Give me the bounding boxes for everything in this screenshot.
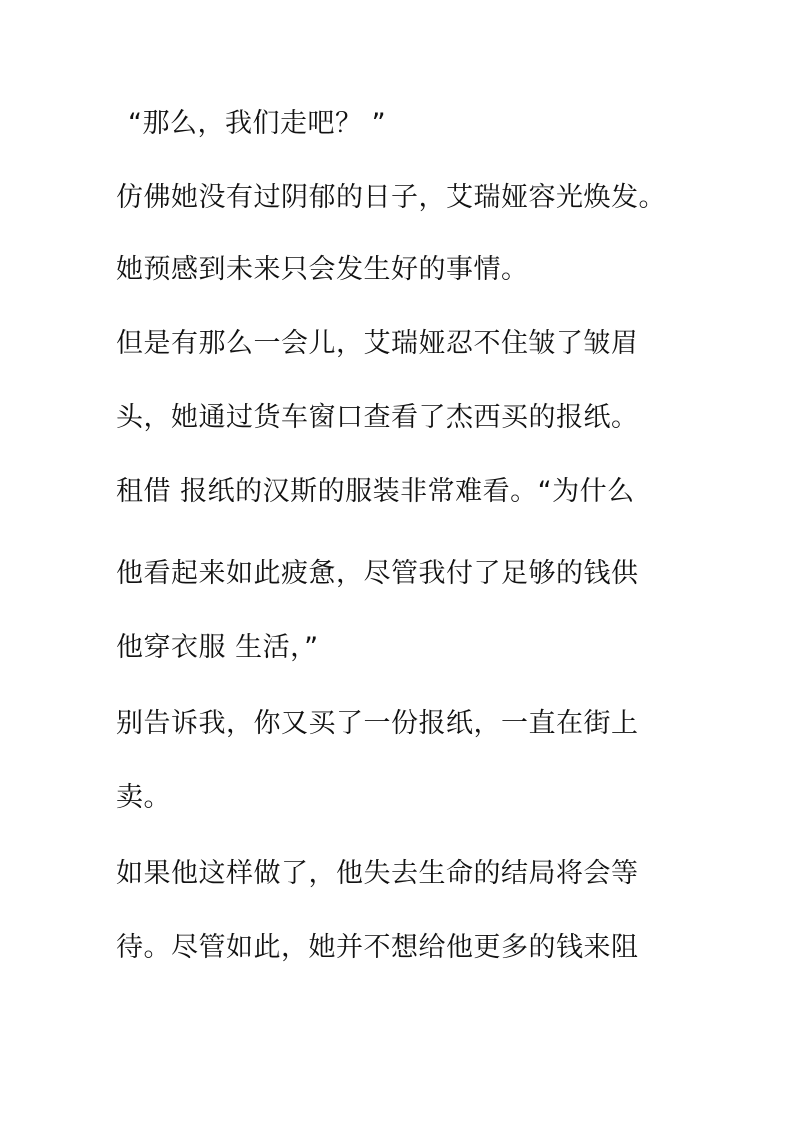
text-line-8: 他穿衣服 生活，” bbox=[116, 632, 319, 663]
text-line-2: 仿佛她没有过阴郁的日子，艾瑞娅容光焕发。 bbox=[116, 182, 666, 213]
text-line-9: 别告诉我，你又买了一份报纸，一直在街上 bbox=[116, 708, 639, 739]
text-line-7: 他看起来如此疲惫，尽管我付了足够的钱供 bbox=[116, 558, 639, 589]
text-line-12: 待。尽管如此，她并不想给他更多的钱来阻 bbox=[116, 932, 639, 963]
text-line-10: 卖。 bbox=[116, 782, 171, 813]
text-line-11: 如果他这样做了，他失去生命的结局将会等 bbox=[116, 858, 639, 889]
text-line-3: 她预感到未来只会发生好的事情。 bbox=[116, 254, 529, 285]
text-line-4: 但是有那么一会儿，艾瑞娅忍不住皱了皱眉 bbox=[116, 328, 639, 359]
text-line-1: “那么，我们走吧？ ” bbox=[128, 108, 387, 139]
text-line-5: 头，她通过货车窗口查看了杰西买的报纸。 bbox=[116, 402, 639, 433]
text-line-6: 租借 报纸的汉斯的服装非常难看。“为什么 bbox=[116, 476, 635, 507]
